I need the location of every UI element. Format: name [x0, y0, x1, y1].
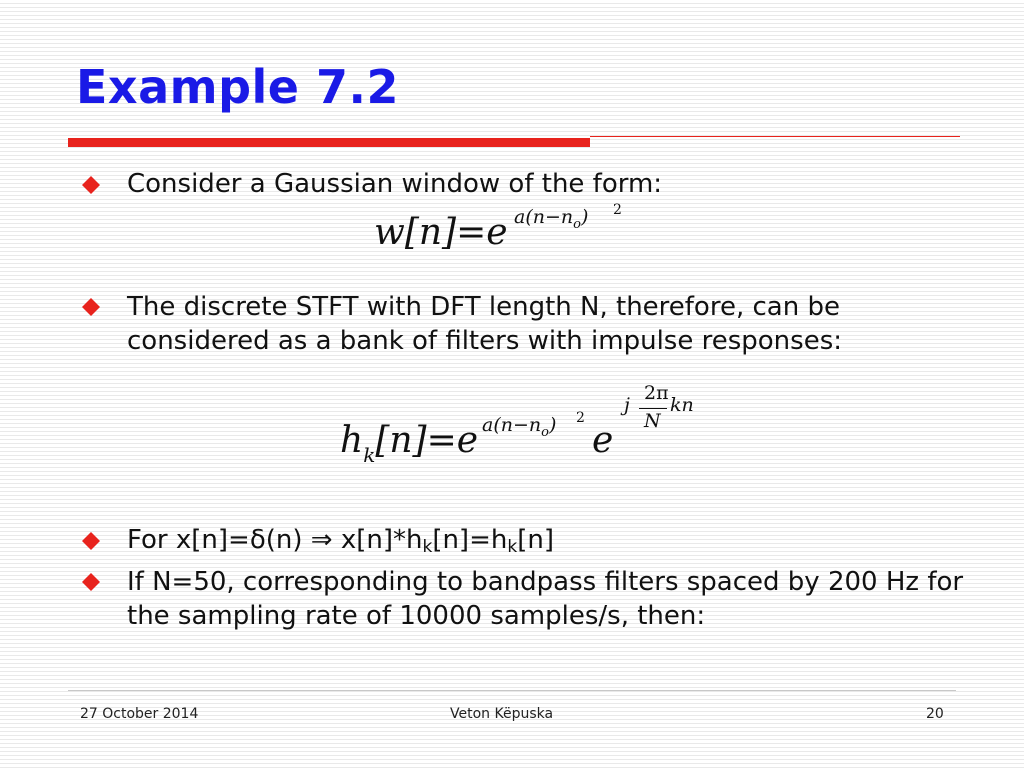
eq2-e2: e: [592, 420, 614, 461]
eq2-lhs-rest: [n]=e: [375, 420, 479, 461]
eq2-j: j: [624, 394, 630, 416]
bullet-text-3: For x[n]=δ(n) ⇒ $x[n]*h_k[n]=h_k[n]$: [127, 525, 554, 557]
title-underline-thin: [590, 136, 960, 137]
footer-author: Veton Këpuska: [450, 706, 554, 722]
diamond-icon: [82, 176, 100, 194]
bullet-text-1: Consider a Gaussian window of the form:: [127, 169, 663, 199]
footer-page-number: 20: [926, 706, 944, 722]
footer-divider: [68, 690, 956, 691]
diamond-icon: [82, 298, 100, 316]
eq1-exponent-power: 2: [613, 202, 622, 218]
eq2-exponent-power: 2: [576, 410, 585, 426]
equation-impulse-response: [340, 382, 694, 467]
diamond-icon: [82, 573, 100, 591]
eq2-frac-bar: [639, 408, 667, 409]
slide-title: Example 7.2: [76, 60, 399, 114]
footer-date: 27 October 2014: [80, 706, 199, 722]
eq2-frac-num: 2π: [644, 382, 669, 404]
bullet-text-4: If N=50, corresponding to bandpass filters spaced by 200 Hz for the sampling rate of 10000 samples/s, then:: [127, 567, 964, 631]
eq2-exponent: $a(n-n_o)$: [482, 414, 557, 440]
eq1-exponent: $a(n-n_o)$: [514, 206, 589, 232]
equation-gaussian-window: [374, 202, 622, 253]
bullet-text-2: The discrete STFT with DFT length N, therefore, can be considered as a bank of filters with impulse responses:: [127, 292, 843, 356]
eq2-frac-den: N: [644, 410, 661, 432]
eq2-h: h: [340, 420, 364, 461]
eq2-kn: kn: [670, 394, 694, 416]
eq2-h-sub: k: [363, 443, 376, 467]
diamond-icon: [82, 532, 100, 550]
title-underline-thick: [68, 138, 590, 147]
eq1-lhs: w[n]=e: [374, 212, 508, 253]
